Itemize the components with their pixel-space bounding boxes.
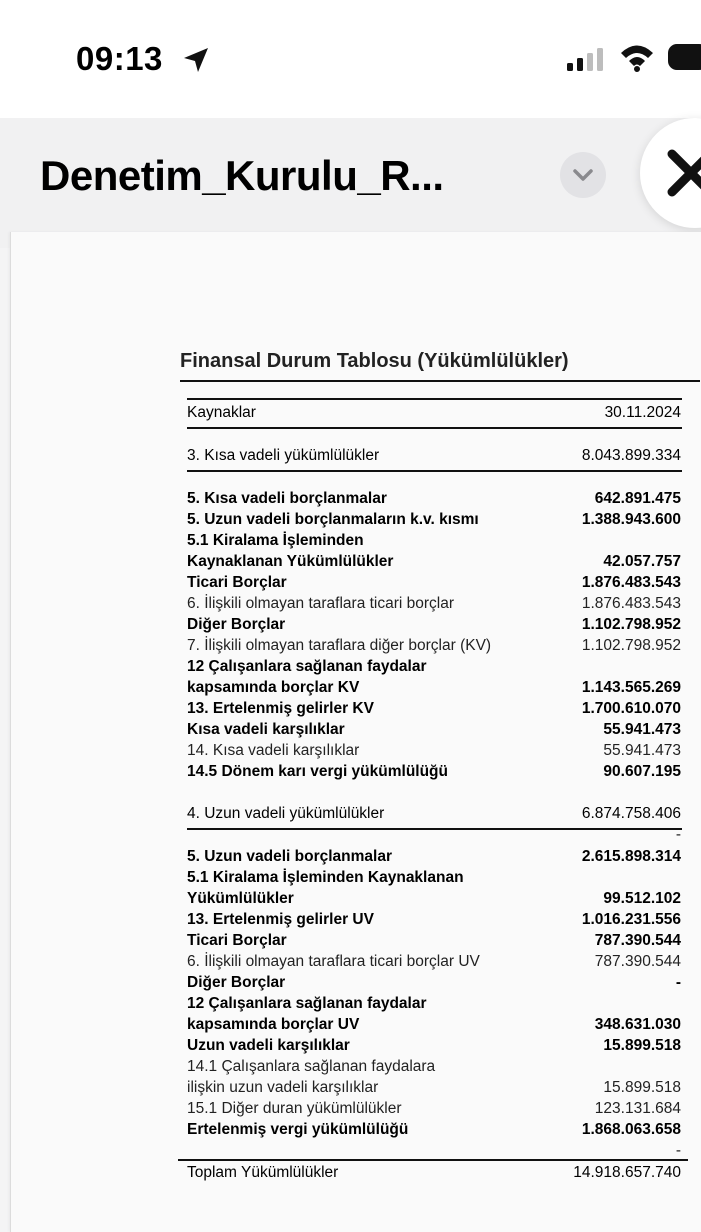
table-row — [187, 763, 681, 785]
table-row — [187, 721, 681, 743]
section-rule — [187, 470, 682, 472]
table-row — [187, 1164, 681, 1186]
row-label: 12 Çalışanlara sağlanan faydalar — [187, 995, 427, 1012]
row-label: 12 Çalışanlara sağlanan faydalar — [187, 658, 427, 675]
table-row — [187, 995, 681, 1017]
statement-heading: Finansal Durum Tablosu (Yükümlülükler) — [180, 350, 569, 372]
row-label: 3. Kısa vadeli yükümlülükler — [187, 447, 380, 464]
document-title: Denetim_Kurulu_R... — [40, 152, 444, 199]
row-value: 30.11.2024 — [604, 404, 681, 421]
row-label: Kaynaklanan Yükümlülükler — [187, 553, 394, 570]
table-top-rule — [187, 398, 682, 400]
row-label: Kaynaklar — [187, 404, 256, 421]
battery-icon — [668, 44, 701, 70]
row-label: kapsamında borçlar UV — [187, 1016, 360, 1033]
row-label: 14. Kısa vadeli karşılıklar — [187, 742, 360, 759]
row-label: 14.5 Dönem karı vergi yükümlülüğü — [187, 763, 448, 780]
row-value: 99.512.102 — [603, 890, 681, 907]
row-label: 5. Uzun vadeli borçlanmalar — [187, 848, 393, 865]
row-value: 348.631.030 — [594, 1016, 681, 1033]
location-arrow-icon — [181, 45, 211, 75]
row-label: ilişkin uzun vadeli karşılıklar — [187, 1079, 379, 1096]
row-value: 15.899.518 — [603, 1037, 681, 1054]
row-label: Toplam Yükümlülükler — [187, 1164, 339, 1181]
table-row — [187, 595, 681, 617]
row-label: 13. Ertelenmiş gelirler UV — [187, 911, 374, 928]
row-value: - — [675, 1142, 681, 1159]
row-value: 1.016.231.556 — [581, 911, 681, 928]
table-row — [187, 826, 681, 848]
table-row — [187, 953, 681, 975]
chevron-down-icon — [571, 165, 595, 185]
row-value: 1.388.943.600 — [581, 511, 681, 528]
row-value: 90.607.195 — [603, 763, 681, 780]
row-label: 15.1 Diğer duran yükümlülükler — [187, 1100, 402, 1117]
row-label: Yükümlülükler — [187, 890, 294, 907]
row-value: 787.390.544 — [594, 932, 681, 949]
row-value: 1.102.798.952 — [581, 616, 681, 633]
row-label: 6. İlişkili olmayan taraflara ticari borçlar UV — [187, 953, 480, 970]
table-row — [187, 1100, 681, 1122]
table-row — [187, 1079, 681, 1101]
row-label: Kısa vadeli karşılıklar — [187, 721, 345, 738]
row-label: 4. Uzun vadeli yükümlülükler — [187, 805, 385, 822]
row-label: 14.1 Çalışanlara sağlanan faydalara — [187, 1058, 436, 1075]
table-row — [187, 805, 681, 827]
row-label: 5.1 Kiralama İşleminden — [187, 532, 364, 549]
row-value: 1.700.610.070 — [581, 700, 681, 717]
table-row — [187, 700, 681, 722]
row-label: 5. Uzun vadeli borçlanmaların k.v. kısmı — [187, 511, 479, 528]
table-row — [187, 848, 681, 870]
row-label: 7. İlişkili olmayan taraflara diğer borçlar (KV) — [187, 637, 492, 654]
row-label: 5.1 Kiralama İşleminden Kaynaklanan — [187, 869, 464, 886]
table-row — [187, 574, 681, 596]
row-value: 1.868.063.658 — [581, 1121, 681, 1138]
row-value: 1.102.798.952 — [581, 637, 681, 654]
row-label: Diğer Borçlar — [187, 974, 286, 991]
header-rule — [187, 427, 682, 429]
row-value: 1.876.483.543 — [581, 595, 681, 612]
table-row — [187, 911, 681, 933]
table-row — [187, 553, 681, 575]
row-value: 42.057.757 — [603, 553, 681, 570]
table-row — [187, 616, 681, 638]
table-row — [187, 490, 681, 512]
row-label: Ertelenmiş vergi yükümlülüğü — [187, 1121, 409, 1138]
close-icon — [666, 148, 701, 198]
row-value: 55.941.473 — [603, 742, 681, 759]
table-row — [187, 974, 681, 996]
row-label: 5. Kısa vadeli borçlanmalar — [187, 490, 387, 507]
heading-rule — [180, 380, 700, 382]
table-row — [187, 1142, 681, 1164]
table-row — [187, 447, 681, 469]
table-row — [187, 869, 681, 891]
row-value: 15.899.518 — [603, 1079, 681, 1096]
row-value: 14.918.657.740 — [573, 1164, 681, 1181]
row-value: 8.043.899.334 — [581, 447, 681, 464]
row-value: 1.876.483.543 — [581, 574, 681, 591]
status-bar — [0, 0, 701, 118]
status-time: 09:13 — [76, 40, 163, 77]
table-row — [187, 1058, 681, 1080]
table-row — [187, 658, 681, 680]
row-value: - — [675, 826, 681, 843]
row-value: 1.143.565.269 — [581, 679, 681, 696]
row-value: 55.941.473 — [603, 721, 681, 738]
table-row — [187, 742, 681, 764]
row-label: 13. Ertelenmiş gelirler KV — [187, 700, 374, 717]
row-value: 642.891.475 — [594, 490, 681, 507]
table-row — [187, 532, 681, 554]
row-value: - — [675, 974, 681, 991]
row-label: 6. İlişkili olmayan taraflara ticari borçlar — [187, 595, 455, 612]
cellular-signal-icon — [566, 46, 606, 72]
row-value: 6.874.758.406 — [581, 805, 681, 822]
row-value: 787.390.544 — [594, 953, 681, 970]
row-label: Ticari Borçlar — [187, 932, 287, 949]
table-row — [187, 890, 681, 912]
row-value: 123.131.684 — [594, 1100, 681, 1117]
document-menu-button[interactable] — [560, 152, 606, 198]
row-label: Uzun vadeli karşılıklar — [187, 1037, 350, 1054]
table-row — [187, 511, 681, 533]
row-label: Ticari Borçlar — [187, 574, 287, 591]
row-value: 2.615.898.314 — [581, 848, 681, 865]
table-row — [187, 1037, 681, 1059]
table-row — [187, 932, 681, 954]
row-label: kapsamında borçlar KV — [187, 679, 360, 696]
table-row — [187, 1016, 681, 1038]
table-row — [187, 679, 681, 701]
row-label: Diğer Borçlar — [187, 616, 286, 633]
table-row — [187, 1121, 681, 1143]
table-row — [187, 637, 681, 659]
wifi-icon — [619, 42, 655, 72]
table-row — [187, 404, 681, 426]
